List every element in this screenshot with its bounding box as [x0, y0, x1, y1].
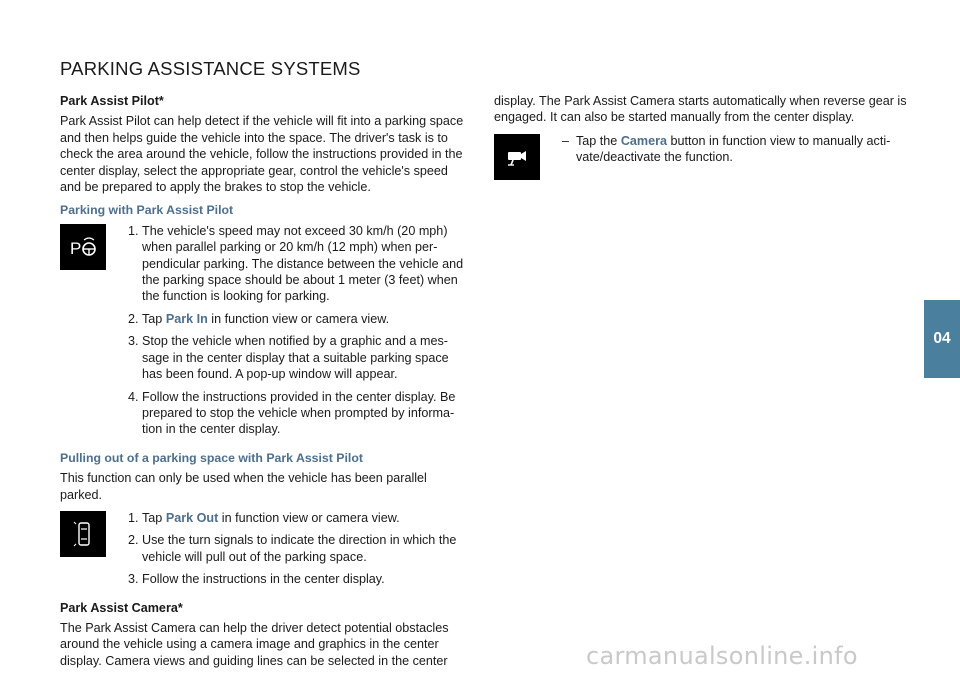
section-heading-park-assist-camera: Park Assist Camera*: [60, 600, 183, 615]
watermark: carmanualsonline.info: [586, 642, 858, 670]
parking-steps: [128, 223, 465, 444]
park-out-label: Park Out: [165, 510, 219, 525]
section-intro-park-assist-pilot: Park Assist Pilot can help detect if the vehicle will fit into a parking space and then helps guide the vehicle into the space. The driver's task is to check the area around the vehicle, follow the instructions provided in the center display, select the appropriate gear, control the vehicle's speed and be prepared to apply the brakes to stop the vehicle.: [60, 114, 464, 195]
camera-icon: [494, 134, 540, 180]
right-column: [494, 93, 912, 186]
parking-steps-block: [60, 223, 465, 444]
pulling-out-steps-block: [60, 510, 465, 594]
list-item: 2. Use the turn signals to indicate the direction in which the vehicle will pull out of the parking space.: [128, 533, 457, 564]
pulling-out-steps: [128, 510, 465, 594]
list-item: 1. The vehicle's speed may not exceed 30 km/h (20 mph) when parallel parking or 20 km/h (12 mph) when per-pendicular parking. The distance between the vehicle and the parking space should be about 1 meter (3 feet) when the function is looking for parking.: [128, 223, 464, 304]
subheading-pulling-out: Pulling out of a parking space with Park Assist Pilot: [60, 450, 363, 465]
camera-bullet-block: [494, 133, 912, 180]
park-out-icon: [60, 511, 106, 557]
section-intro-park-assist-camera: The Park Assist Camera can help the driver detect potential obstacles around the vehicle using a camera image and graphics in the center display. Camera views and guiding lines can be selected in the center: [60, 620, 449, 668]
pulling-out-intro: This function can only be used when the vehicle has been parallel parked.: [60, 471, 427, 502]
svg-text:P: P: [70, 238, 82, 258]
list-item: 3. Follow the instructions in the center display.: [128, 572, 385, 587]
list-item: 1. Tap Park Out in function view or camera view.: [128, 510, 400, 525]
chapter-tab: 04: [924, 300, 960, 378]
list-item: 4. Follow the instructions provided in the center display. Be prepared to stop the vehicle when prompted by informa-tion in the center display.: [128, 389, 456, 437]
subheading-parking: Parking with Park Assist Pilot: [60, 203, 234, 218]
page-title: PARKING ASSISTANCE SYSTEMS: [60, 58, 361, 79]
camera-label: Camera: [620, 133, 668, 148]
camera-steps: [562, 133, 912, 180]
list-item: – Tap the Camera button in function view to manually acti-vate/deactivate the function.: [562, 133, 891, 165]
park-assist-icon: [60, 224, 106, 270]
list-item: 3. Stop the vehicle when notified by a graphic and a mes-sage in the center display that a suitable parking space has been found. A pop-up window will appear.: [128, 334, 449, 382]
camera-continued-text: display. The Park Assist Camera starts automatically when reverse gear is engaged. It can also be started manually from the center display.: [494, 94, 907, 125]
left-column: [60, 93, 465, 676]
list-item: 2. Tap Park In in function view or camera view.: [128, 311, 390, 326]
section-heading-park-assist-pilot: Park Assist Pilot*: [60, 94, 164, 108]
park-in-label: Park In: [165, 311, 208, 326]
